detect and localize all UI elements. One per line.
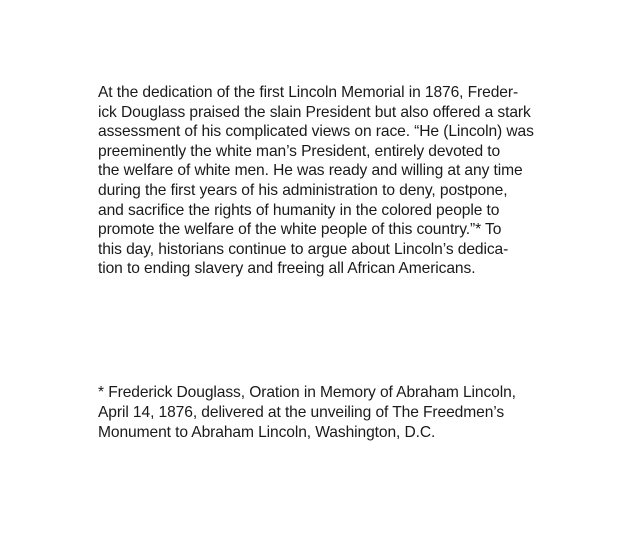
footnote-line: * Frederick Douglass, Oration in Memory of Abraham Lincoln, (98, 384, 516, 401)
paragraph-line: assessment of his complicated views on race. “He (Lincoln) was (98, 123, 534, 141)
paragraph-line: during the first years of his administration to deny, postpone, (98, 181, 508, 199)
paragraph-line: promote the welfare of the white people of this country.”* To (98, 221, 502, 239)
paragraph-line: the welfare of white men. He was ready and willing at any time (98, 162, 523, 180)
footnote-line: Monument to Abraham Lincoln, Washington, D.C. (98, 424, 436, 442)
main-paragraph (98, 83, 534, 279)
paragraph-line: and sacrifice the rights of humanity in the colored people to (98, 201, 500, 219)
footnote-line: April 14, 1876, delivered at the unveiling of The Freedmen’s (98, 404, 505, 422)
paragraph-line: tion to ending slavery and freeing all African Americans. (98, 260, 476, 278)
paragraph-line: preeminently the white man’s President, entirely devoted to (98, 142, 501, 160)
footnote (98, 383, 516, 444)
paragraph-line: this day, historians continue to argue about Lincoln’s dedica- (98, 240, 509, 258)
paragraph-line: ick Douglass praised the slain President but also offered a stark (98, 103, 531, 121)
paragraph-line: At the dedication of the first Lincoln Memorial in 1876, Freder- (98, 84, 519, 101)
